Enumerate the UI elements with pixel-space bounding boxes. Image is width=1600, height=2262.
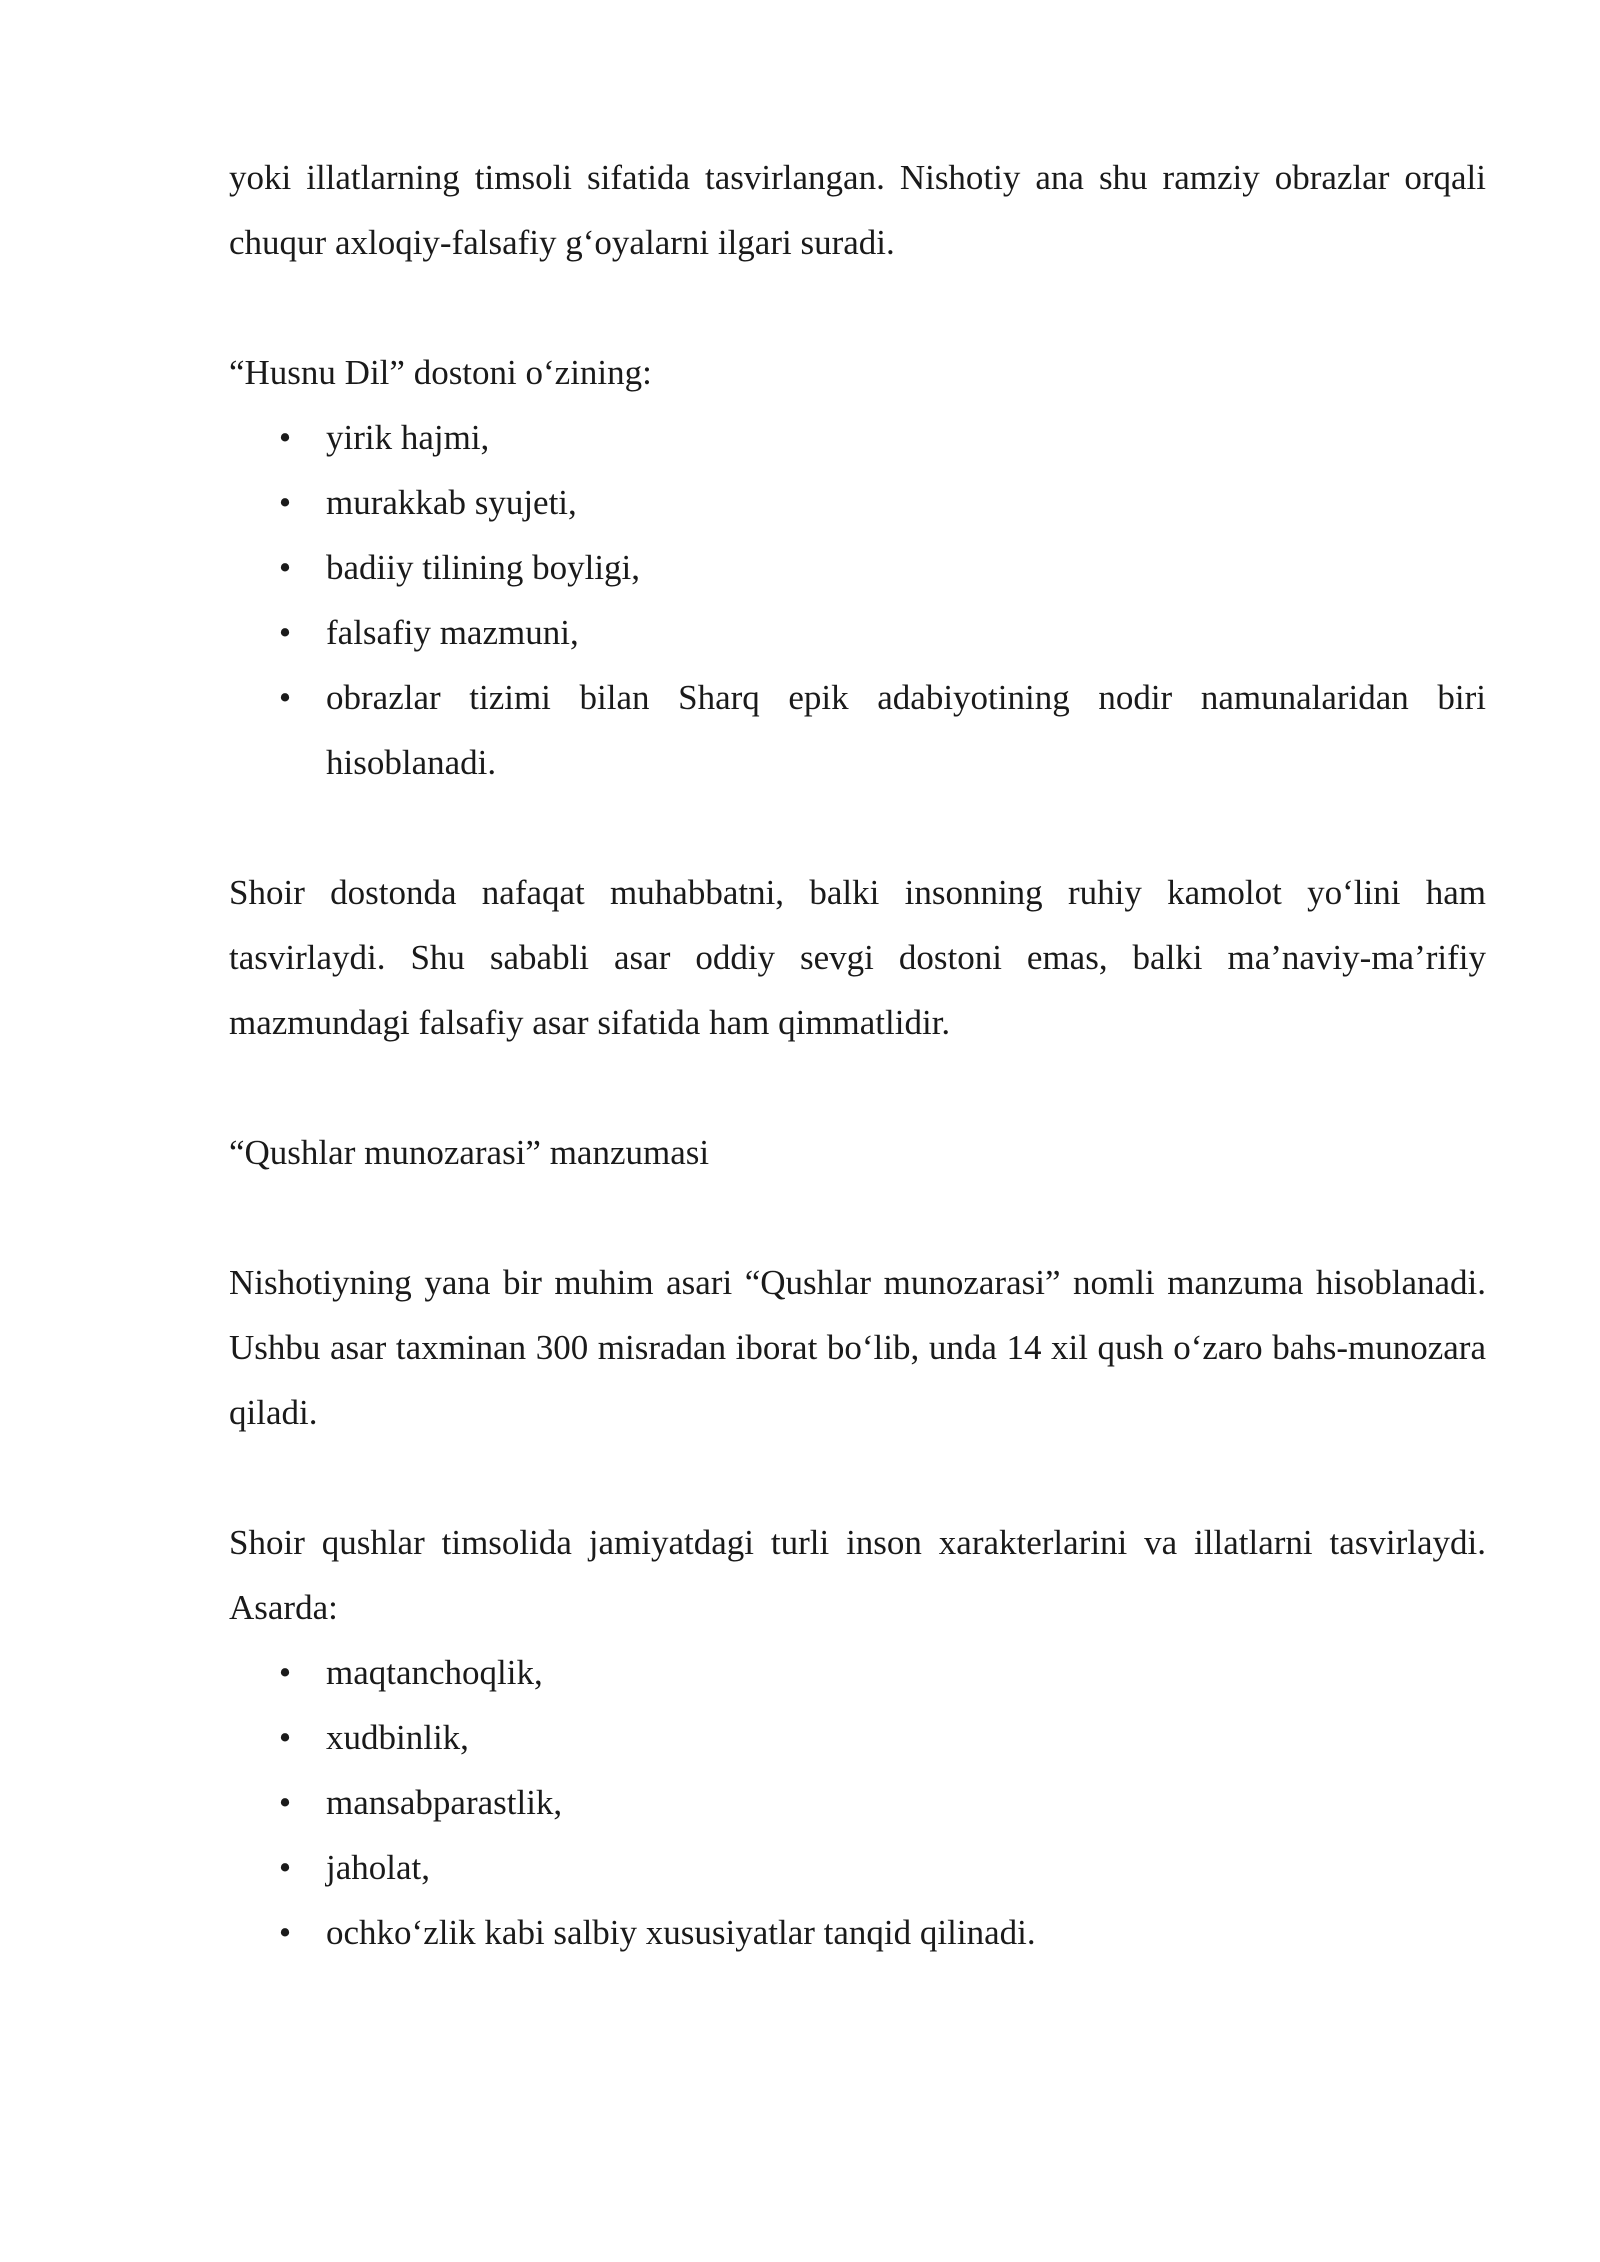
list-item-text: maqtanchoqlik, (326, 1653, 543, 1692)
bullet-icon: • (278, 678, 292, 717)
bullet-icon: • (278, 483, 292, 522)
intro-paragraph: yoki illatlarning timsoli sifatida tasvirlangan. Nishotiy ana shu ramziy obrazlar orqali chuqur axloqiy-falsafiy g‘oyalarni ilgari suradi. (229, 158, 1486, 262)
list-item (229, 1835, 1486, 1900)
bullet-icon: • (278, 1718, 292, 1757)
shoir-paragraph-1: Shoir dostonda nafaqat muhabbatni, balki insonning ruhiy kamolot yo‘lini ham tasvirlaydi. Shu sababli asar oddiy sevgi dostoni emas, balki ma’naviy-ma’rifiy mazmundagi falsafiy asar sifatida ham qimmatlidir. (229, 873, 1486, 1042)
list-item (229, 1770, 1486, 1835)
bullet-icon: • (278, 1848, 292, 1887)
list-item-text: mansabparastlik, (326, 1783, 563, 1822)
bullet-icon: • (278, 613, 292, 652)
list-item-text: ochko‘zlik kabi salbiy xususiyatlar tanqid qilinadi. (326, 1913, 1036, 1952)
list-item (229, 405, 1486, 470)
shoir-paragraph-2: Shoir qushlar timsolida jamiyatdagi turli inson xarakterlarini va illatlarni tasvirlaydi. Asarda: (229, 1523, 1486, 1627)
bullet-icon: • (278, 1653, 292, 1692)
list-item-text: yirik hajmi, (326, 418, 490, 457)
document-body (229, 145, 1486, 1965)
list-item (229, 1900, 1486, 1965)
bullet-icon: • (278, 548, 292, 587)
list-item-text: falsafiy mazmuni, (326, 613, 579, 652)
list-item-text: obrazlar tizimi bilan Sharq epik adabiyotining nodir namunalaridan biri hisoblanadi. (326, 678, 1486, 782)
list-item (229, 535, 1486, 600)
list-item (229, 1640, 1486, 1705)
qushlar-paragraph: Nishotiyning yana bir muhim asari “Qushlar munozarasi” nomli manzuma hisoblanadi. Ushbu asar taxminan 300 misradan iborat bo‘lib, unda 14 xil qush o‘zaro bahs-munozara qiladi. (229, 1263, 1486, 1432)
husnu-dil-lead: “Husnu Dil” dostoni o‘zining: (229, 353, 652, 392)
bullet-icon: • (278, 1913, 292, 1952)
list-item (229, 1705, 1486, 1770)
list-item-text: jaholat, (326, 1848, 430, 1887)
list-item-text: xudbinlik, (326, 1718, 469, 1757)
list-item (229, 665, 1486, 795)
list-item-text: murakkab syujeti, (326, 483, 577, 522)
bullet-icon: • (278, 1783, 292, 1822)
vices-list (229, 1640, 1486, 1965)
list-item-text: badiiy tilining boyligi, (326, 548, 641, 587)
list-item (229, 600, 1486, 665)
section-heading: “Qushlar munozarasi” manzumasi (229, 1133, 710, 1172)
list-item (229, 470, 1486, 535)
bullet-icon: • (278, 418, 292, 457)
husnu-dil-features-list (229, 405, 1486, 795)
